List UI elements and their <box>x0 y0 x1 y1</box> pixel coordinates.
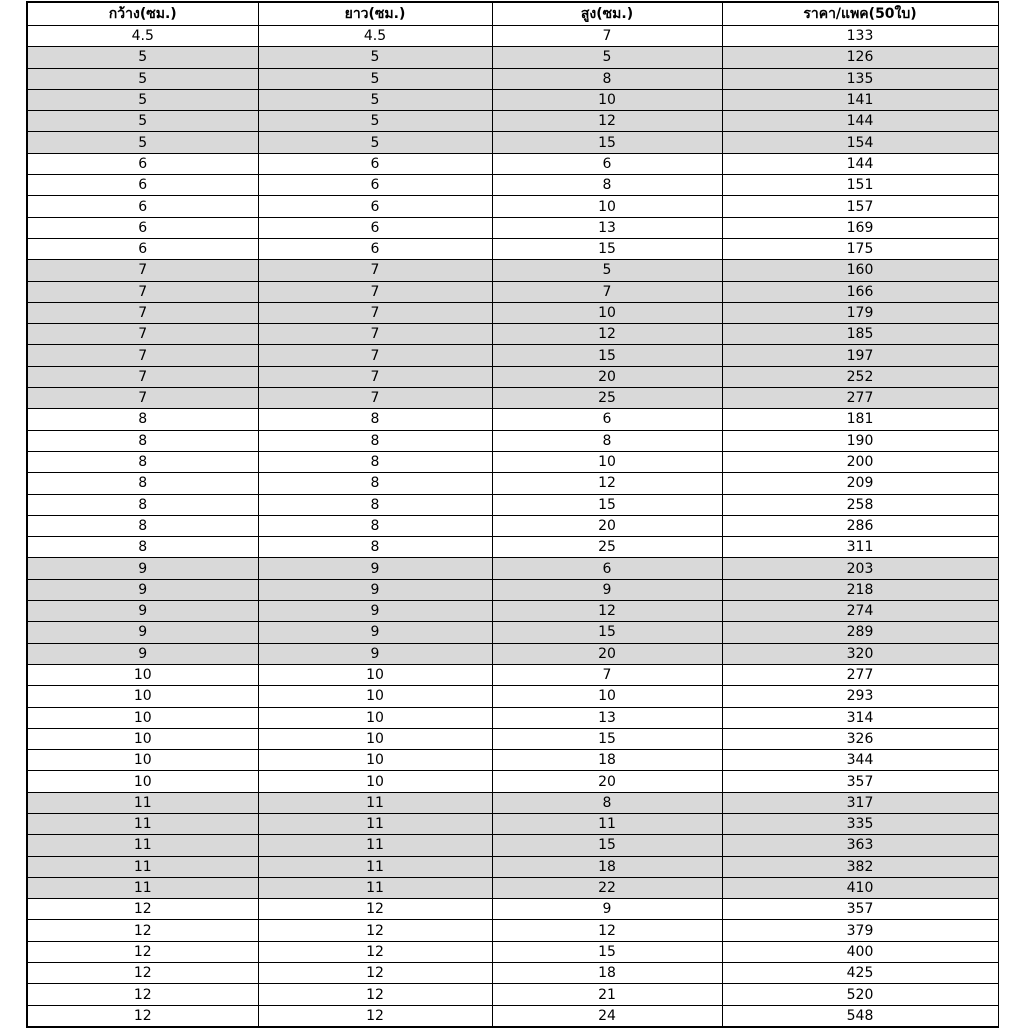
table-row <box>27 451 998 472</box>
table-row <box>27 941 998 962</box>
cell-length: 5 <box>258 68 492 89</box>
price-table <box>26 1 999 1028</box>
cell-price: 286 <box>722 515 998 536</box>
table-row <box>27 89 998 110</box>
cell-length: 8 <box>258 473 492 494</box>
table-row <box>27 217 998 238</box>
cell-price: 277 <box>722 664 998 685</box>
cell-price: 135 <box>722 68 998 89</box>
cell-height: 12 <box>492 601 722 622</box>
cell-length: 12 <box>258 941 492 962</box>
cell-price: 277 <box>722 388 998 409</box>
cell-height: 7 <box>492 26 722 47</box>
cell-length: 10 <box>258 707 492 728</box>
table-row <box>27 707 998 728</box>
cell-price: 382 <box>722 856 998 877</box>
table-row <box>27 473 998 494</box>
cell-width: 9 <box>27 579 258 600</box>
cell-length: 8 <box>258 409 492 430</box>
cell-price: 133 <box>722 26 998 47</box>
table-row <box>27 856 998 877</box>
table-row <box>27 238 998 259</box>
table-row <box>27 899 998 920</box>
cell-price: 400 <box>722 941 998 962</box>
cell-length: 10 <box>258 664 492 685</box>
cell-width: 7 <box>27 345 258 366</box>
table-row <box>27 324 998 345</box>
cell-width: 11 <box>27 877 258 898</box>
cell-height: 8 <box>492 430 722 451</box>
table-row <box>27 686 998 707</box>
cell-length: 9 <box>258 579 492 600</box>
cell-height: 10 <box>492 89 722 110</box>
cell-price: 357 <box>722 899 998 920</box>
cell-price: 363 <box>722 835 998 856</box>
table-row <box>27 622 998 643</box>
cell-price: 126 <box>722 47 998 68</box>
header-length: ยาว(ซม.) <box>258 2 492 26</box>
table-body <box>27 26 998 1027</box>
cell-height: 15 <box>492 238 722 259</box>
cell-price: 185 <box>722 324 998 345</box>
cell-width: 6 <box>27 153 258 174</box>
cell-height: 22 <box>492 877 722 898</box>
table-row <box>27 515 998 536</box>
cell-length: 6 <box>258 217 492 238</box>
table-row <box>27 1005 998 1027</box>
cell-length: 8 <box>258 537 492 558</box>
cell-width: 11 <box>27 835 258 856</box>
cell-length: 8 <box>258 494 492 515</box>
cell-price: 425 <box>722 963 998 984</box>
cell-height: 15 <box>492 132 722 153</box>
cell-height: 15 <box>492 835 722 856</box>
cell-price: 311 <box>722 537 998 558</box>
table-row <box>27 601 998 622</box>
table-row <box>27 643 998 664</box>
table-row <box>27 132 998 153</box>
cell-width: 7 <box>27 388 258 409</box>
cell-length: 10 <box>258 686 492 707</box>
cell-length: 5 <box>258 89 492 110</box>
cell-price: 209 <box>722 473 998 494</box>
table-row <box>27 984 998 1005</box>
cell-length: 11 <box>258 835 492 856</box>
cell-length: 9 <box>258 622 492 643</box>
cell-height: 5 <box>492 260 722 281</box>
cell-height: 18 <box>492 963 722 984</box>
cell-width: 10 <box>27 771 258 792</box>
cell-height: 18 <box>492 750 722 771</box>
cell-price: 179 <box>722 302 998 323</box>
cell-width: 7 <box>27 281 258 302</box>
cell-height: 13 <box>492 217 722 238</box>
table-row <box>27 302 998 323</box>
cell-width: 9 <box>27 558 258 579</box>
cell-width: 7 <box>27 324 258 345</box>
cell-height: 20 <box>492 366 722 387</box>
cell-height: 7 <box>492 281 722 302</box>
cell-length: 6 <box>258 196 492 217</box>
cell-price: 203 <box>722 558 998 579</box>
cell-width: 10 <box>27 707 258 728</box>
cell-width: 6 <box>27 175 258 196</box>
cell-price: 344 <box>722 750 998 771</box>
cell-width: 6 <box>27 196 258 217</box>
header-height: สูง(ซม.) <box>492 2 722 26</box>
table-row <box>27 430 998 451</box>
table-row <box>27 771 998 792</box>
cell-price: 258 <box>722 494 998 515</box>
cell-height: 8 <box>492 68 722 89</box>
cell-width: 12 <box>27 984 258 1005</box>
cell-width: 4.5 <box>27 26 258 47</box>
cell-height: 13 <box>492 707 722 728</box>
cell-length: 9 <box>258 643 492 664</box>
cell-height: 8 <box>492 792 722 813</box>
cell-height: 7 <box>492 664 722 685</box>
cell-price: 326 <box>722 728 998 749</box>
cell-height: 15 <box>492 941 722 962</box>
cell-width: 8 <box>27 409 258 430</box>
cell-length: 7 <box>258 302 492 323</box>
cell-price: 218 <box>722 579 998 600</box>
cell-length: 11 <box>258 813 492 834</box>
table-row <box>27 47 998 68</box>
cell-height: 9 <box>492 579 722 600</box>
cell-height: 25 <box>492 388 722 409</box>
table-row <box>27 366 998 387</box>
cell-width: 12 <box>27 963 258 984</box>
cell-price: 141 <box>722 89 998 110</box>
cell-price: 314 <box>722 707 998 728</box>
cell-width: 8 <box>27 515 258 536</box>
cell-width: 10 <box>27 664 258 685</box>
cell-height: 9 <box>492 899 722 920</box>
cell-price: 379 <box>722 920 998 941</box>
cell-height: 21 <box>492 984 722 1005</box>
header-price-per-pack: ราคา/แพค(50ใบ) <box>722 2 998 26</box>
table-row <box>27 579 998 600</box>
cell-length: 7 <box>258 324 492 345</box>
cell-length: 11 <box>258 877 492 898</box>
table-row <box>27 196 998 217</box>
table-row <box>27 877 998 898</box>
cell-width: 8 <box>27 430 258 451</box>
cell-price: 252 <box>722 366 998 387</box>
table-row <box>27 494 998 515</box>
cell-length: 7 <box>258 366 492 387</box>
cell-length: 6 <box>258 153 492 174</box>
cell-price: 175 <box>722 238 998 259</box>
cell-width: 6 <box>27 238 258 259</box>
cell-price: 200 <box>722 451 998 472</box>
cell-length: 10 <box>258 728 492 749</box>
cell-width: 12 <box>27 941 258 962</box>
cell-height: 15 <box>492 345 722 366</box>
cell-height: 12 <box>492 920 722 941</box>
table-row <box>27 963 998 984</box>
table-row <box>27 664 998 685</box>
table-row <box>27 728 998 749</box>
cell-height: 20 <box>492 515 722 536</box>
cell-width: 8 <box>27 537 258 558</box>
cell-price: 181 <box>722 409 998 430</box>
table-row <box>27 281 998 302</box>
cell-price: 410 <box>722 877 998 898</box>
cell-length: 7 <box>258 345 492 366</box>
cell-height: 10 <box>492 196 722 217</box>
cell-price: 520 <box>722 984 998 1005</box>
table-row <box>27 345 998 366</box>
cell-height: 15 <box>492 622 722 643</box>
price-table-container <box>26 1 999 1028</box>
cell-width: 12 <box>27 1005 258 1027</box>
table-row <box>27 388 998 409</box>
cell-length: 12 <box>258 1005 492 1027</box>
cell-price: 157 <box>722 196 998 217</box>
cell-height: 20 <box>492 771 722 792</box>
cell-price: 289 <box>722 622 998 643</box>
cell-width: 5 <box>27 47 258 68</box>
cell-length: 12 <box>258 963 492 984</box>
cell-price: 335 <box>722 813 998 834</box>
cell-length: 11 <box>258 792 492 813</box>
cell-price: 548 <box>722 1005 998 1027</box>
cell-length: 10 <box>258 771 492 792</box>
cell-price: 144 <box>722 111 998 132</box>
cell-price: 190 <box>722 430 998 451</box>
cell-price: 320 <box>722 643 998 664</box>
cell-width: 6 <box>27 217 258 238</box>
cell-height: 6 <box>492 409 722 430</box>
cell-price: 293 <box>722 686 998 707</box>
cell-width: 8 <box>27 451 258 472</box>
cell-width: 10 <box>27 750 258 771</box>
cell-height: 10 <box>492 686 722 707</box>
cell-width: 9 <box>27 622 258 643</box>
header-width: กว้าง(ซม.) <box>27 2 258 26</box>
table-row <box>27 792 998 813</box>
cell-height: 6 <box>492 558 722 579</box>
cell-price: 166 <box>722 281 998 302</box>
cell-height: 12 <box>492 324 722 345</box>
cell-price: 274 <box>722 601 998 622</box>
cell-height: 15 <box>492 728 722 749</box>
cell-length: 6 <box>258 238 492 259</box>
cell-price: 154 <box>722 132 998 153</box>
table-row <box>27 111 998 132</box>
cell-width: 5 <box>27 68 258 89</box>
cell-length: 7 <box>258 281 492 302</box>
cell-height: 10 <box>492 451 722 472</box>
table-row <box>27 260 998 281</box>
cell-length: 10 <box>258 750 492 771</box>
cell-height: 15 <box>492 494 722 515</box>
cell-height: 24 <box>492 1005 722 1027</box>
cell-width: 7 <box>27 302 258 323</box>
cell-width: 5 <box>27 132 258 153</box>
table-row <box>27 537 998 558</box>
cell-length: 11 <box>258 856 492 877</box>
cell-length: 5 <box>258 47 492 68</box>
table-row <box>27 558 998 579</box>
cell-width: 7 <box>27 366 258 387</box>
cell-height: 6 <box>492 153 722 174</box>
cell-width: 9 <box>27 643 258 664</box>
table-row <box>27 813 998 834</box>
cell-width: 10 <box>27 728 258 749</box>
cell-width: 11 <box>27 813 258 834</box>
table-row <box>27 409 998 430</box>
cell-price: 317 <box>722 792 998 813</box>
cell-length: 12 <box>258 899 492 920</box>
header-row <box>27 2 998 26</box>
cell-height: 11 <box>492 813 722 834</box>
cell-length: 9 <box>258 558 492 579</box>
cell-price: 144 <box>722 153 998 174</box>
cell-width: 5 <box>27 89 258 110</box>
cell-length: 6 <box>258 175 492 196</box>
cell-length: 8 <box>258 451 492 472</box>
table-row <box>27 153 998 174</box>
cell-width: 5 <box>27 111 258 132</box>
cell-length: 7 <box>258 388 492 409</box>
table-row <box>27 750 998 771</box>
table-row <box>27 26 998 47</box>
table-row <box>27 920 998 941</box>
cell-width: 9 <box>27 601 258 622</box>
cell-width: 8 <box>27 473 258 494</box>
cell-price: 197 <box>722 345 998 366</box>
cell-width: 7 <box>27 260 258 281</box>
table-row <box>27 835 998 856</box>
cell-price: 357 <box>722 771 998 792</box>
cell-length: 12 <box>258 920 492 941</box>
cell-width: 11 <box>27 856 258 877</box>
cell-height: 8 <box>492 175 722 196</box>
cell-length: 5 <box>258 111 492 132</box>
table-row <box>27 175 998 196</box>
cell-price: 160 <box>722 260 998 281</box>
cell-price: 151 <box>722 175 998 196</box>
cell-length: 4.5 <box>258 26 492 47</box>
cell-width: 12 <box>27 899 258 920</box>
cell-length: 5 <box>258 132 492 153</box>
cell-height: 20 <box>492 643 722 664</box>
cell-length: 9 <box>258 601 492 622</box>
cell-price: 169 <box>722 217 998 238</box>
cell-height: 5 <box>492 47 722 68</box>
cell-length: 8 <box>258 515 492 536</box>
cell-width: 12 <box>27 920 258 941</box>
cell-width: 11 <box>27 792 258 813</box>
cell-height: 10 <box>492 302 722 323</box>
cell-width: 8 <box>27 494 258 515</box>
cell-length: 8 <box>258 430 492 451</box>
cell-length: 12 <box>258 984 492 1005</box>
cell-height: 12 <box>492 111 722 132</box>
cell-length: 7 <box>258 260 492 281</box>
cell-height: 25 <box>492 537 722 558</box>
cell-height: 18 <box>492 856 722 877</box>
table-row <box>27 68 998 89</box>
cell-width: 10 <box>27 686 258 707</box>
cell-height: 12 <box>492 473 722 494</box>
